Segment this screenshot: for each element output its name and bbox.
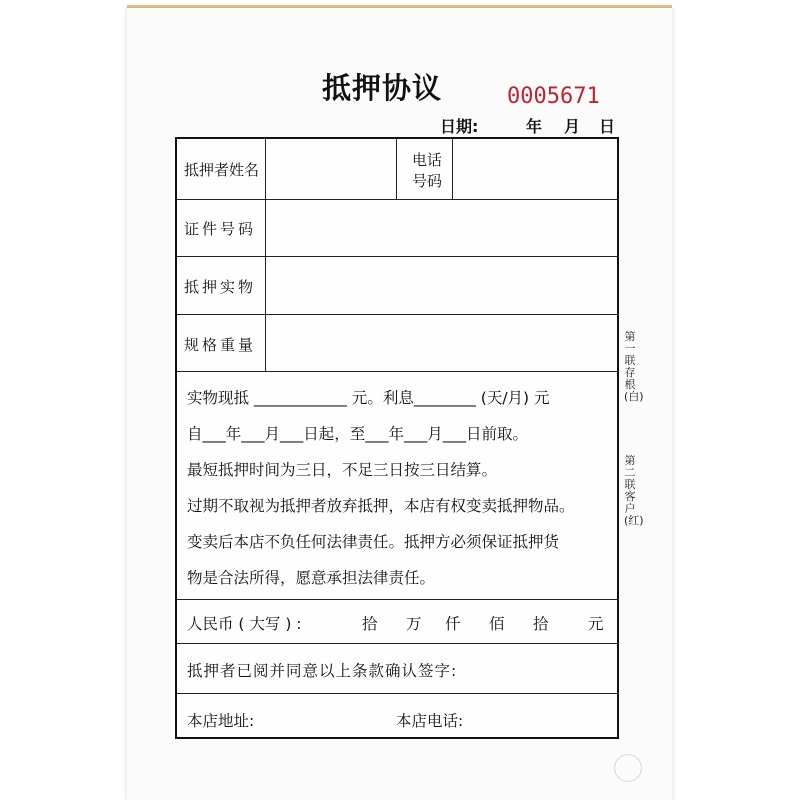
spec-weight-label: 规格重量 (184, 336, 257, 354)
amount-unit-ten: 拾 (533, 615, 549, 633)
amount-unit-hundred: 佰 (489, 615, 505, 633)
amount-unit-thousand: 仟 (445, 615, 461, 633)
amount-unit-ten-thousand-tens: 拾 (362, 615, 378, 633)
row-divider (177, 693, 617, 694)
column-divider (452, 139, 453, 199)
phone-label-line1: 电话 (412, 151, 443, 169)
id-number-field[interactable] (267, 201, 617, 254)
row-divider (177, 314, 617, 315)
page-title: 抵押协议 (322, 71, 443, 105)
row-divider (177, 371, 617, 372)
column-divider (265, 139, 266, 371)
terms-line-4: 过期不取视为抵押者放弃抵押，本店有权变卖抵押物品。 (187, 497, 575, 515)
terms-line-3: 最短抵押时间为三日，不足三日按三日结算。 (187, 461, 498, 479)
amount-label: 人民币 ( 大写 ) : (187, 615, 302, 633)
copy-label-second: 第二联客户(红) (624, 454, 644, 527)
agreement-form (175, 137, 619, 739)
amount-unit-ten-thousand: 万 (406, 615, 422, 633)
terms-line-5: 变卖后本店不负任何法律责任。抵押方必须保证抵押货 (187, 533, 560, 551)
agreement-signature-text: 抵押者已阅并同意以上条款确认签字: (187, 662, 458, 680)
terms-line-6: 物是合法所得，愿意承担法律责任。 (187, 569, 436, 587)
shop-phone-label: 本店电话: (396, 712, 464, 730)
copy-label-first: 第一联存根(白) (624, 330, 644, 403)
column-divider (396, 139, 397, 199)
watermark-seal-icon (614, 754, 642, 782)
row-divider (177, 599, 617, 600)
spec-weight-field[interactable] (267, 316, 617, 369)
shop-address-label: 本店地址: (187, 712, 255, 730)
row-divider (177, 199, 617, 200)
row-divider (177, 643, 617, 644)
phone-field[interactable] (455, 141, 615, 197)
terms-line-2: 自___年___月___日起，至___年___月___日前取。 (187, 425, 529, 443)
date-day: 日 (599, 117, 616, 136)
date-year: 年 (526, 117, 543, 136)
amount-unit-yuan: 元 (588, 615, 604, 633)
id-number-label: 证件号码 (184, 220, 257, 238)
date-label: 日期: (440, 117, 479, 136)
pawner-name-label: 抵押者姓名 (184, 161, 260, 179)
date-month: 月 (564, 117, 581, 136)
row-divider (177, 256, 617, 257)
pledged-item-field[interactable] (267, 258, 617, 312)
phone-label-line2: 号码 (412, 172, 443, 190)
pawner-name-field[interactable] (267, 141, 394, 197)
serial-number: 0005671 (507, 84, 600, 109)
terms-line-1: 实物现抵 ____________ 元。利息________ (天/月) 元 (187, 389, 550, 407)
pledged-item-label: 抵押实物 (184, 278, 257, 296)
